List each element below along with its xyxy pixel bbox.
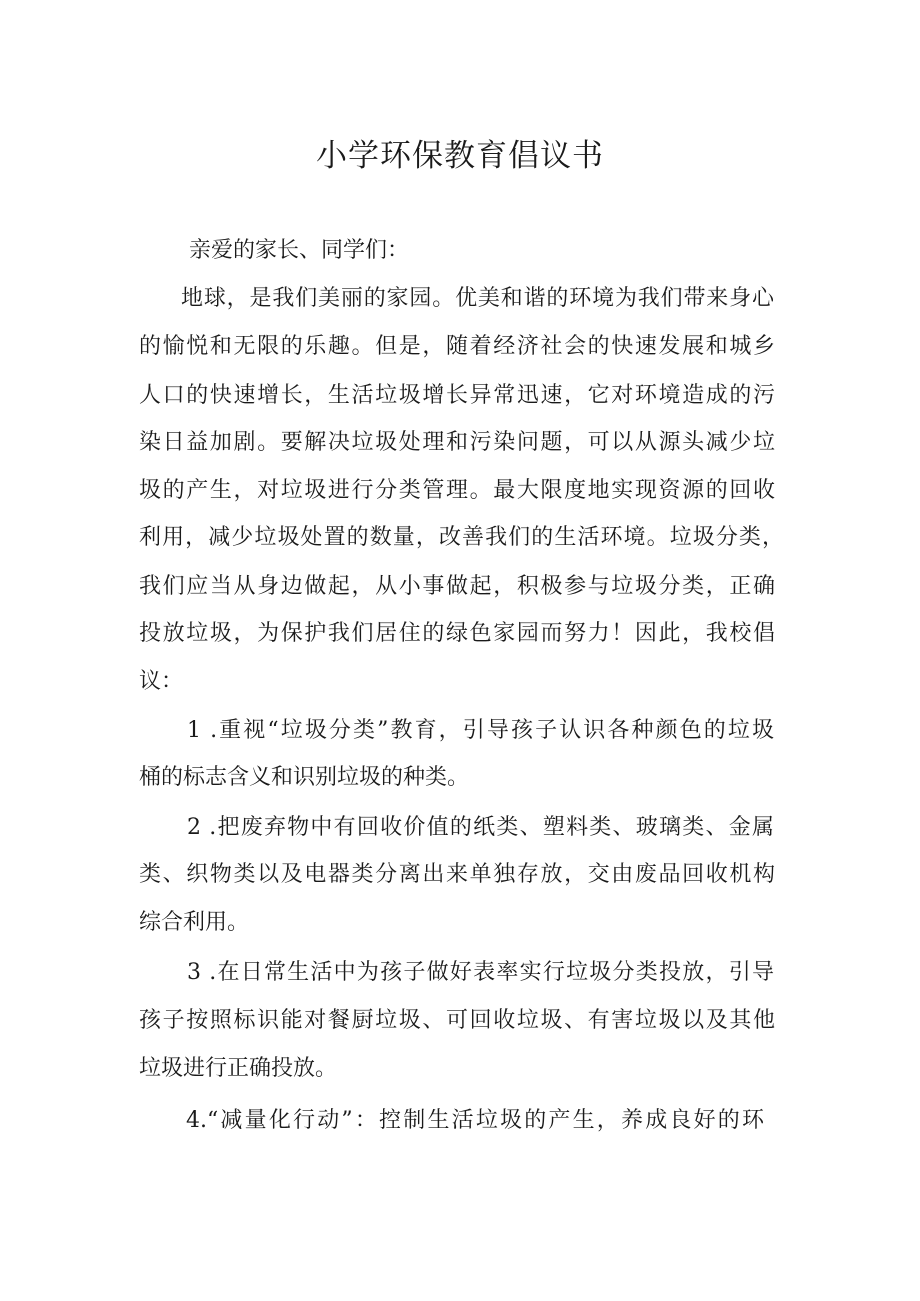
paragraph-line: 利用，减少垃圾处置的数量，改善我们的生活环境。垃圾分类， — [139, 525, 784, 550]
list-item-2: 2 .把废弃物中有回收价值的纸类、塑料类、玻璃类、金属 — [187, 815, 774, 840]
paragraph-line: 地球，是我们美丽的家园。优美和谐的环境为我们带来身心 — [181, 286, 774, 311]
document-title: 小学环保教育倡议书 — [316, 138, 604, 174]
paragraph-line: 的愉悦和无限的乐趣。但是，随着经济社会的快速发展和城乡 — [139, 334, 775, 359]
salutation: 亲爱的家长、同学们： — [189, 238, 410, 263]
list-item-3-continued: 孩子按照标识能对餐厨垃圾、可回收垃圾、有害垃圾以及其他 — [139, 1008, 775, 1033]
list-item-3: 3 .在日常生活中为孩子做好表率实行垃圾分类投放，引导 — [187, 960, 774, 985]
list-item-2-continued: 类、织物类以及电器类分离出来单独存放，交由废品回收机构 — [139, 862, 775, 887]
list-item-2-continued: 综合利用。 — [139, 910, 250, 935]
paragraph-line: 议： — [139, 669, 184, 694]
list-item-1-continued: 桶的标志含义和识别垃圾的种类。 — [139, 765, 470, 790]
list-item-1: 1 .重视“垃圾分类”教育，引导孩子认识各种颜色的垃圾 — [187, 718, 774, 743]
paragraph-line: 圾的产生，对垃圾进行分类管理。最大限度地实现资源的回收 — [139, 478, 775, 503]
paragraph-line: 我们应当从身边做起，从小事做起，积极参与垃圾分类，正确 — [139, 574, 775, 599]
paragraph-line: 染日益加剧。要解决垃圾处理和污染问题，可以从源头减少垃 — [139, 430, 775, 455]
list-item-4: 4.“减量化行动”：控制生活垃圾的产生，养成良好的环 — [186, 1108, 764, 1133]
paragraph-line: 人口的快速增长，生活垃圾增长异常迅速，它对环境造成的污 — [139, 383, 775, 408]
list-item-3-continued: 垃圾进行正确投放。 — [139, 1056, 338, 1081]
paragraph-line: 投放垃圾，为保护我们居住的绿色家园而努力！因此，我校倡 — [139, 621, 775, 646]
